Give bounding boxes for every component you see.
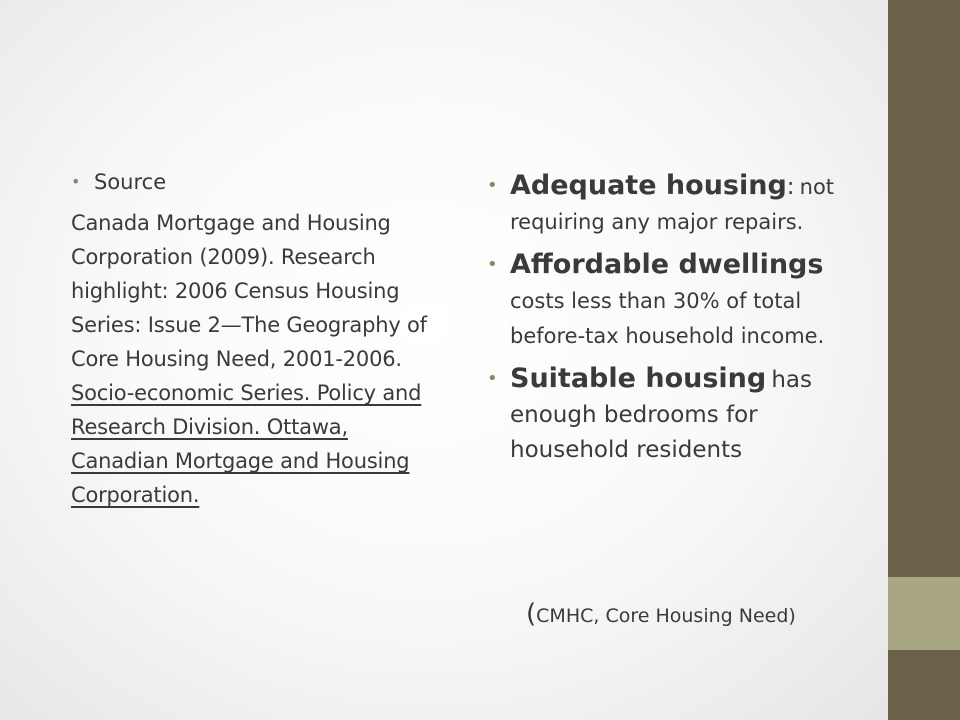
reference-text: CMHC, Core Housing Need) xyxy=(536,605,796,627)
definition-suitable-housing xyxy=(487,360,867,468)
bullet-icon: • xyxy=(487,368,498,389)
source-bullet xyxy=(71,168,431,196)
citation-text: Canada Mortgage and Housing Corporation (2009). Research highlight: 2006 Census Housing Series: Issue 2—The Geography of Core Housing Need, 2001-2006. xyxy=(71,211,427,371)
definition-text: costs less than 30% of total before-tax household income. xyxy=(510,289,825,348)
definition-affordable-dwellings xyxy=(487,246,867,354)
definition-term: Adequate housing xyxy=(510,170,787,201)
definitions-list xyxy=(487,167,867,474)
definition-text-inline: has xyxy=(771,367,812,393)
source-column xyxy=(71,168,431,512)
reference-note xyxy=(526,596,796,634)
citation-link[interactable]: Socio-economic Series. Policy and Research Division. Ottawa, Canadian Mortgage and Housing Corporation. xyxy=(71,381,422,507)
source-citation xyxy=(71,206,431,512)
definition-text: enough bedrooms for household residents xyxy=(510,402,758,463)
bullet-icon: • xyxy=(71,172,81,191)
definition-term: Suitable housing xyxy=(510,363,767,394)
definition-term: Affordable dwellings xyxy=(510,249,824,280)
definition-text: not requiring any major repairs. xyxy=(510,175,835,234)
decorative-sidebar-accent xyxy=(888,577,960,650)
bullet-icon: • xyxy=(487,175,498,196)
definition-adequate-housing xyxy=(487,167,867,240)
source-label: Source xyxy=(94,170,167,194)
reference-open-paren: ( xyxy=(526,599,537,629)
definition-separator: : xyxy=(786,174,795,200)
bullet-icon: • xyxy=(487,254,498,275)
